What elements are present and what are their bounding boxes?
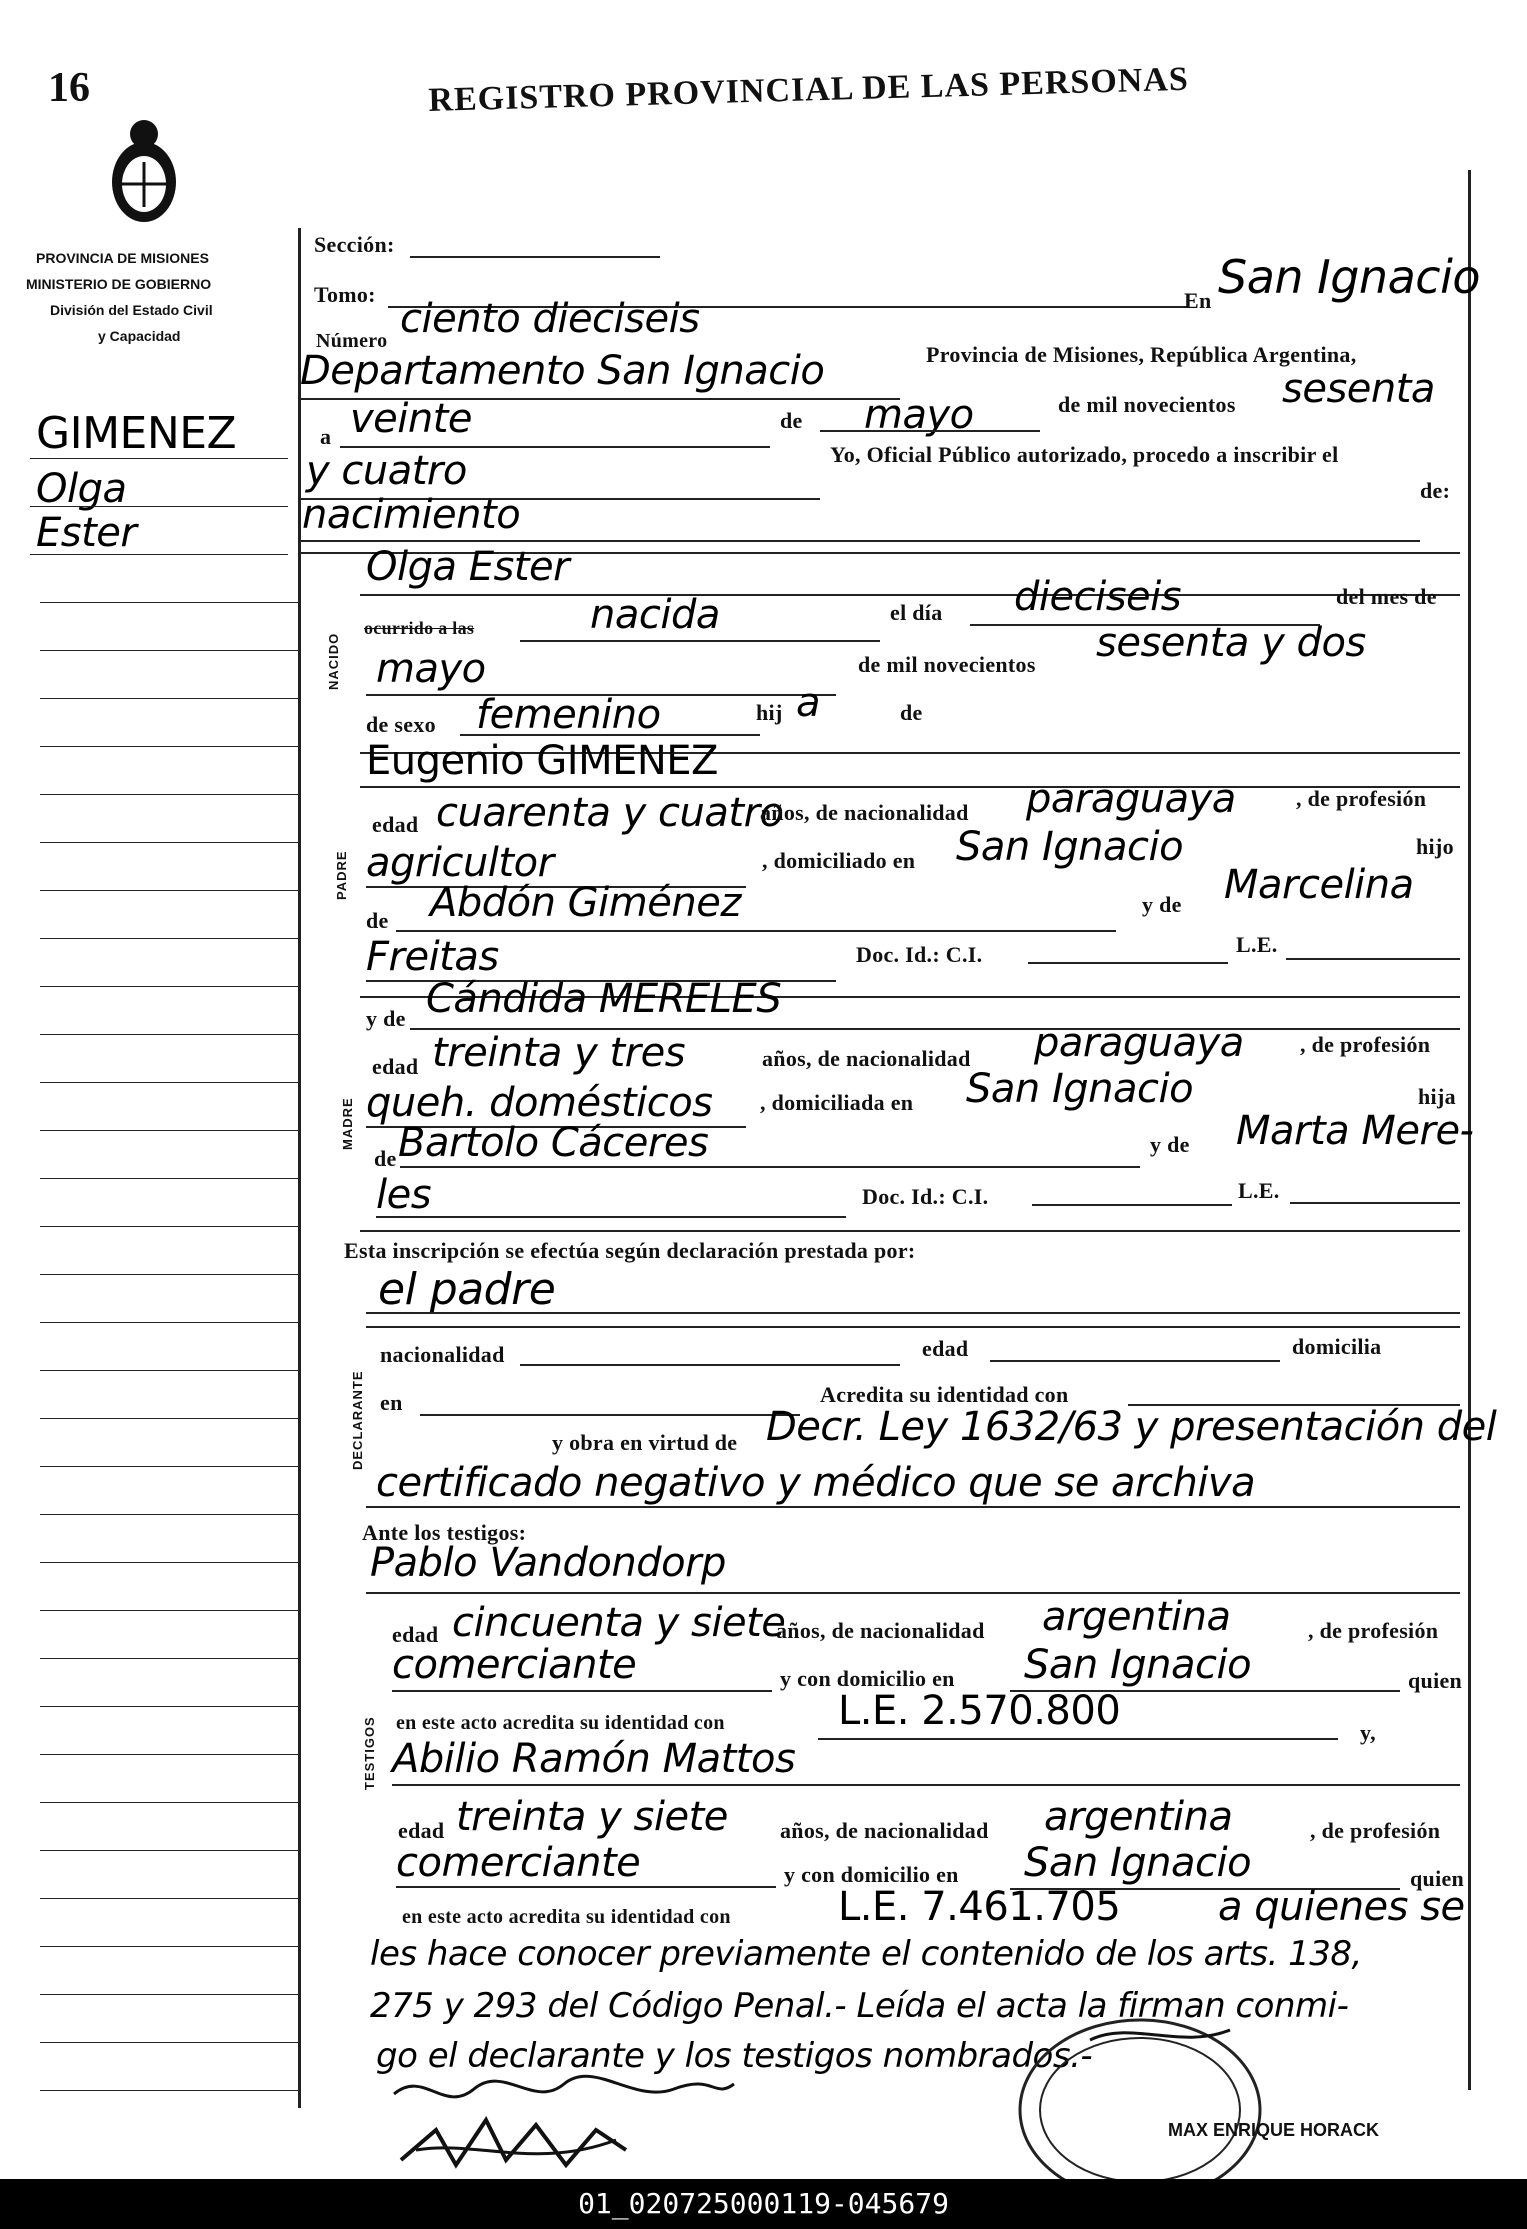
de-hij-label: de — [900, 700, 923, 725]
hw-ano-acta: sesenta — [1282, 366, 1435, 412]
hijo-label: hijo — [1416, 834, 1454, 859]
side-label-nacido: NACIDO — [326, 632, 341, 690]
hw-t2-prof: comerciante — [396, 1840, 641, 1886]
acredita-label: Acredita su identidad con — [820, 1382, 1069, 1407]
hw-ano-nac: sesenta y dos — [1096, 620, 1366, 666]
de-sexo-label: de sexo — [366, 712, 436, 737]
page-title: REGISTRO PROVINCIAL DE LAS PERSONAS — [428, 60, 1190, 119]
hw-hecho: nacimiento — [302, 492, 521, 538]
hw-mes-acta: mayo — [864, 392, 974, 438]
hw-cierre2: les hace conocer previamente el contenido de los arts. 138, — [370, 1934, 1362, 1974]
margin-rule — [40, 2090, 298, 2091]
hw-lugar: San Ignacio — [1218, 250, 1480, 304]
margin-rule — [40, 1322, 298, 1323]
document-id-footer: 01_020725000119-045679 — [0, 2179, 1527, 2229]
hw-madre-edad: treinta y tres — [432, 1030, 686, 1076]
hw-dia-acta: veinte — [350, 396, 473, 442]
de-colon-label: de: — [1420, 478, 1451, 503]
en-label: En — [1184, 288, 1212, 313]
hw-abuela-mat2: les — [376, 1172, 432, 1218]
seccion-label: Sección: — [314, 232, 395, 257]
hw-cierre3: 275 y 293 del Código Penal.- Leída el acta la firman conmi- — [370, 1986, 1349, 2026]
margin-rule — [40, 1514, 298, 1515]
margin-rule — [40, 1130, 298, 1131]
margin-rule — [40, 842, 298, 843]
hw-madre-prof: queh. domésticos — [366, 1080, 713, 1126]
numero-label: Número — [316, 330, 388, 352]
hw-padre-edad: cuarenta y cuatro — [436, 790, 784, 836]
hw-nombre: Olga Ester — [366, 544, 570, 590]
margin-rule — [40, 1802, 298, 1803]
side-label-padre: PADRE — [334, 850, 349, 900]
margin-rule — [30, 554, 288, 555]
madre-de-label: de — [374, 1146, 397, 1171]
hw-madre-dom: San Ignacio — [966, 1066, 1194, 1112]
ante-testigos-label: Ante los testigos: — [362, 1520, 527, 1545]
frame-left — [298, 228, 301, 2108]
margin-rule — [40, 890, 298, 891]
hw-testigo2: Abilio Ramón Mattos — [392, 1736, 796, 1782]
t2-quien-label: quien — [1410, 1866, 1465, 1891]
margin-rule — [40, 1994, 298, 1995]
page-number: 16 — [48, 65, 90, 111]
madre-edad-label: edad — [372, 1054, 419, 1079]
t2-dom-label: y con domicilio en — [784, 1862, 959, 1887]
left-header-line2: MINISTERIO DE GOBIERNO — [26, 276, 212, 292]
decl-edad-label: edad — [922, 1336, 969, 1361]
margin-rule — [40, 1562, 298, 1563]
margin-rule — [30, 458, 288, 459]
official-stamp — [1000, 2000, 1280, 2180]
hw-sexo: femenino — [476, 692, 661, 738]
margin-rule — [40, 650, 298, 651]
yo-oficial-label: Yo, Oficial Público autorizado, procedo a inscribir el — [830, 442, 1339, 467]
hw-t1-nac: argentina — [1042, 1594, 1231, 1640]
hija-label: hija — [1418, 1084, 1456, 1109]
nacionalidad-label: nacionalidad — [380, 1342, 505, 1367]
margin-rule — [40, 1850, 298, 1851]
hw-testigo1: Pablo Vandondorp — [370, 1540, 726, 1586]
t1-en-este-acto-label: en este acto acredita su identidad con — [396, 1712, 725, 1734]
margin-rule — [40, 794, 298, 795]
hw-departamento: Departamento San Ignacio — [300, 348, 825, 394]
hw-padre-prof: agricultor — [366, 840, 554, 886]
inscripcion-label: Esta inscripción se efectúa según declaración prestada por: — [344, 1238, 916, 1263]
padre-doc-label: Doc. Id.: C.I. — [856, 942, 983, 967]
hw-t2-doc: L.E. 7.461.705 — [838, 1884, 1121, 1930]
hw-abuelo-mat: Bartolo Cáceres — [398, 1120, 709, 1166]
side-label-madre: MADRE — [340, 1097, 355, 1150]
decl-en-label: en — [380, 1390, 403, 1415]
left-header-line4: y Capacidad — [98, 328, 181, 344]
margin-rule — [40, 746, 298, 747]
hw-padre-nac: paraguaya — [1026, 776, 1236, 822]
de-mil-novecientos-label: de mil novecientos — [1058, 392, 1236, 417]
margin-first-name: Olga — [36, 466, 127, 512]
hw-padre-dom: San Ignacio — [956, 824, 1184, 870]
margin-rule — [40, 938, 298, 939]
hw-t1-edad: cincuenta y siete — [452, 1600, 786, 1646]
hw-ano-acta2: y cuatro — [306, 448, 467, 494]
hw-virtud: Decr. Ley 1632/63 y presentación del — [766, 1404, 1497, 1450]
margin-rule — [40, 698, 298, 699]
margin-rule — [40, 1610, 298, 1611]
t1-prof-label: , de profesión — [1308, 1618, 1439, 1643]
provincia-label: Provincia de Misiones, República Argentina, — [926, 342, 1357, 367]
side-label-testigos: TESTIGOS — [362, 1716, 377, 1790]
de-mil-novecientos-nac-label: de mil novecientos — [858, 652, 1036, 677]
hw-hij-sufijo: a — [796, 680, 821, 726]
margin-rule — [40, 1898, 298, 1899]
hw-abuela-pat: Marcelina — [1224, 862, 1414, 908]
t2-en-este-acto-label: en este acto acredita su identidad con — [402, 1906, 731, 1928]
hw-madre-nombre: Cándida MERELES — [426, 976, 782, 1022]
padre-le-label: L.E. — [1236, 932, 1278, 957]
margin-surname: GIMENEZ — [36, 408, 237, 459]
left-header-line1: PROVINCIA DE MISIONES — [36, 250, 209, 266]
obra-virtud-label: y obra en virtud de — [552, 1430, 738, 1455]
margin-rule — [40, 1418, 298, 1419]
madre-doc-label: Doc. Id.: C.I. — [862, 1184, 989, 1209]
t2-edad-label: edad — [398, 1818, 445, 1843]
hw-padre-nombre: Eugenio GIMENEZ — [366, 738, 718, 784]
padre-dom-label: , domiciliado en — [762, 848, 916, 873]
hij-label: hij — [756, 700, 783, 725]
padre-y-de-label: y de — [1142, 892, 1182, 917]
padre-anos-label: años, de nacionalidad — [760, 800, 969, 825]
margin-rule — [40, 986, 298, 987]
hw-t2-dom: San Ignacio — [1024, 1840, 1252, 1886]
t2-prof-label: , de profesión — [1310, 1818, 1441, 1843]
t1-dom-label: y con domicilio en — [780, 1666, 955, 1691]
hw-t1-prof: comerciante — [392, 1642, 637, 1688]
t1-y-label: y, — [1360, 1720, 1376, 1745]
madre-y-de2-label: y de — [1150, 1132, 1190, 1157]
margin-rule — [40, 1658, 298, 1659]
margin-rule — [40, 1226, 298, 1227]
padre-edad-label: edad — [372, 812, 419, 837]
margin-rule — [40, 2042, 298, 2043]
hw-numero: ciento dieciseis — [400, 296, 700, 342]
margin-rule — [40, 1034, 298, 1035]
margin-rule — [40, 1178, 298, 1179]
hw-mes-nac: mayo — [376, 646, 486, 692]
hw-madre-nac: paraguaya — [1034, 1020, 1244, 1066]
signature-testigos — [396, 2110, 636, 2180]
hw-cierre4: go el declarante y los testigos nombrados.- — [376, 2036, 1093, 2076]
margin-rule — [40, 1754, 298, 1755]
madre-anos-label: años, de nacionalidad — [762, 1046, 971, 1071]
madre-le-label: L.E. — [1238, 1178, 1280, 1203]
hw-t2-edad: treinta y siete — [456, 1794, 728, 1840]
margin-rule — [40, 1082, 298, 1083]
t2-anos-label: años, de nacionalidad — [780, 1818, 989, 1843]
margin-rule — [40, 1370, 298, 1371]
tomo-label: Tomo: — [314, 282, 376, 307]
t1-anos-label: años, de nacionalidad — [776, 1618, 985, 1643]
margin-second-name: Ester — [36, 510, 137, 556]
padre-de-label: de — [366, 908, 389, 933]
margin-rule — [40, 1274, 298, 1275]
margin-rule — [40, 1466, 298, 1467]
coat-of-arms-icon — [108, 112, 180, 230]
hw-cierre1: a quienes se — [1218, 1884, 1465, 1930]
madre-dom-label: , domiciliada en — [760, 1090, 914, 1115]
a-label: a — [320, 424, 332, 449]
stamp-text: MAX ENRIQUE HORACK — [1168, 2120, 1380, 2140]
margin-rule — [40, 1946, 298, 1947]
side-label-declarante: DECLARANTE — [350, 1370, 365, 1470]
t1-quien-label: quien — [1408, 1668, 1463, 1693]
hw-t1-dom: San Ignacio — [1024, 1642, 1252, 1688]
margin-rule — [30, 506, 288, 507]
domicilia-label: domicilia — [1292, 1334, 1382, 1359]
margin-rule — [40, 602, 298, 603]
hw-virtud2: certificado negativo y médico que se archiva — [376, 1460, 1256, 1506]
el-dia-label: el día — [890, 600, 943, 625]
hw-ocurrido: nacida — [590, 592, 720, 638]
de-label: de — [780, 408, 803, 433]
madre-y-de-label: y de — [366, 1006, 406, 1031]
left-header-line3: División del Estado Civil — [50, 302, 213, 318]
hw-t2-nac: argentina — [1044, 1794, 1233, 1840]
del-mes-de-label: del mes de — [1336, 584, 1437, 609]
hw-t1-doc: L.E. 2.570.800 — [838, 1688, 1121, 1734]
hw-abuela-pat2: Freitas — [366, 934, 499, 980]
hw-dia-nac: dieciseis — [1014, 574, 1182, 620]
ocurrido-label: ocurrido a las — [364, 618, 475, 638]
padre-prof-label: , de profesión — [1296, 786, 1427, 811]
hw-abuela-mat: Marta Mere- — [1236, 1108, 1474, 1154]
madre-prof-label: , de profesión — [1300, 1032, 1431, 1057]
t1-edad-label: edad — [392, 1622, 439, 1647]
margin-rule — [40, 1706, 298, 1707]
hw-abuelo-pat: Abdón Giménez — [430, 880, 741, 926]
hw-declarante: el padre — [378, 1264, 556, 1315]
